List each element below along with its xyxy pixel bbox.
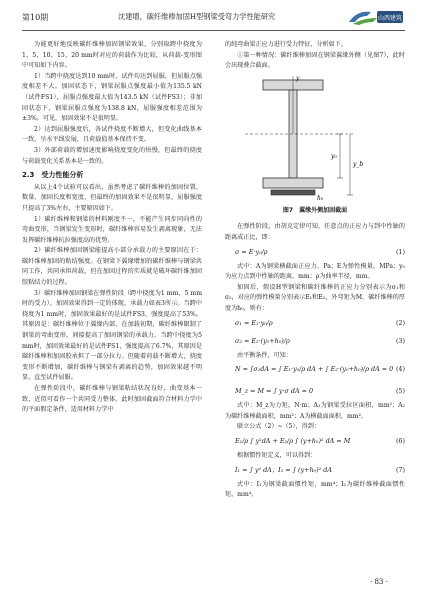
paragraph: 式中：A为钢梁横截面正应力，Pa；E为弹性模量，MPa；y₀为应力点到中性轴的距离，mm；ρ为曲率半径，mm。 (225, 262, 405, 281)
paragraph: 根据惯性矩定义，可以得到： (237, 451, 317, 459)
logo-text: 山西建筑 (377, 15, 403, 22)
paragraph: 在弹性阶段中，碳纤维棒与钢梁粘结状况良好，曲变基本一致，近似可看作一个共同受力整体，此时加固截面符合材料力学中的平面假定条件，适用材料力学中 (22, 385, 202, 414)
label-h0: h₀ (317, 194, 324, 202)
paragraph: 式中：M_z为力矩，N·m；A₁为钢梁受拉区面积，mm²；A₂为碳纤维棒截面积，mm²；A为横截面面积，mm²。 (225, 402, 405, 420)
header-rule (22, 30, 405, 31)
page-header (22, 8, 405, 30)
paragraph: 的纯弯曲梁正应力进行受力特征，分析如下。 (225, 41, 347, 48)
label-y0: y₀ (331, 152, 337, 160)
paragraph: 3）外部荷载的增加速度影响挠度变化的快慢，但最终的挠度与荷载变化关系基本是一致的。 (22, 146, 202, 165)
paragraph: 式中：I₁为钢梁截面惯性矩，mm⁴；I₂为碳纤维棒截面惯性矩，mm⁴。 (225, 480, 405, 499)
paragraph: 2）达到屈服强度后，各试件挠度不断增大，但变化曲线基本一致，呈水平线发展，且荷载值基本保持不变。 (22, 125, 202, 144)
paragraph: 1）碳纤维棒和钢梁的材料刚度不一，不能产生同步同向性的弯曲变形，当钢梁发生变形时，碳纤维棒容易发生剥离现象，无法发挥碳纤维棒抗拉强度高的优势。 (22, 215, 202, 244)
figure-7-cross-section (225, 74, 405, 204)
journal-logo-icon (347, 8, 405, 26)
paragraph: 为能更好地反映碳纤维棒加固钢梁效果，分别取跨中挠度为1、5、10、15、20 mm时对应的荷载作为比较，从荷载-变形图中可知如下内容。 (22, 41, 202, 70)
equation-1: σ = E·y₀/ρ (1) (235, 247, 405, 256)
paragraph: 2）碳纤维棒加固钢梁能提高小部分承载力的主要原因在于：碳纤维棒加固的粘结强度。在钢梁下翼缘增加的碳纤维棒与钢梁共同工作，共同承担荷载，但在加固过程的实质就是破坏碳纤维加固胶粘结力的过程。 (22, 247, 202, 287)
equation-3: σ₂ = E₂·(y₀+h₀)/ρ (3) (235, 336, 405, 345)
running-head: 沈建增，碳纤维棒加固H型钢梁受弯力学性能研究 (118, 12, 276, 21)
paragraph: 加固后，假设H型钢梁和碳纤维棒的正应力分别表示为σ₁和σ₂，对应的弹性模量分别表示E₁和E₂，外弯矩为M，碳纤维棒的厚度为h₀，则有： (225, 283, 405, 312)
right-column (225, 40, 405, 501)
equation-2: σ₁ = E₁·y₀/ρ (2) (235, 318, 405, 327)
paragraph: 从以上4个试验可以看出，虽然考虑了碳纤维棒的加固位置、数量、加固长度和宽度，但最终的加固效果不是很明显，屈服强度只提高了3%左右，主要原因如下。 (22, 183, 202, 212)
equation-7: I₁ = ∫ y² dA；I₂ = ∫ (y+h₀)² dA (7) (235, 465, 405, 474)
equation-5: M_z = M = ∫ y·σ dA = 0 (5) (235, 387, 405, 396)
paragraph: 联立公式（2）~（5），得到： (237, 423, 320, 431)
label-yb: y_b (353, 160, 364, 168)
equation-6: E₁/ρ ∫ y²dA + E₂/ρ ∫ (y+h₀)² dA = M (6) (235, 436, 405, 445)
axis-label-y: y (296, 74, 300, 82)
figure-caption: 图7 翼缘外侧加固截面 (282, 206, 348, 214)
paragraph: ①第一种情况：碳纤维棒加固在钢梁翼缘外侧（见图7），此时会出现叠合截面。 (225, 51, 405, 70)
section-heading: 2.3 受力性能分析 (22, 171, 84, 180)
issue-number: 第10期 (22, 13, 49, 22)
paragraph: 在弹性阶段，由胡克定律可知，任意点的正应力与到中性轴的距离成正比，即： (225, 223, 405, 241)
paragraph: 3）碳纤维棒加固钢梁在弹性阶段（跨中挠度为1 mm、5 mm时的受力），加固效果得到一定的体现，承载力如表3所示。当跨中挠度为1 mm时，加固效果最好的是试件FS3，强度提高了53%。其原因是：碳纤维棒位于翼缘内部，在加载初期，碳纤维棒限制了钢梁的弯曲变形，间接提高了加固钢梁的承载力。当跨中挠度为5 mm时，加固效果最好的是试件FS1，强度提高了6.7%，其原因是碳纤维棒和加固胶承担了一部分拉力。但随着荷载不断增大，挠度变形不断增加，碳纤维棒与钢梁有剥离的趋势，加固效果越不明显，直至试件屈服。 (22, 289, 202, 382)
paragraph: 1）当跨中挠度达到10 mm时，试件均达到屈服，但屈服点强度相差不大。加固状态下，钢梁屈服点强度最小值为135.5 kN（试件FS1），屈服点强度最大值为143.5 kN（试件FS3）；非加固状态下，钢梁屈服点强度为138.8 kN，屈服强度相差范围为±3%。可见，加固效果不是很明显。 (22, 72, 202, 123)
paragraph: 由平衡条件，可知： (237, 351, 292, 359)
page-number: · 83 · (370, 578, 388, 586)
equation-4: N = ∫σ₁dA = ∫ E₁·y₀/ρ dA + ∫ E₂·(y₀+h₀)/ρ dA = 0 (4) (235, 365, 405, 374)
left-column (22, 40, 202, 416)
i-beam-diagram (225, 74, 405, 204)
